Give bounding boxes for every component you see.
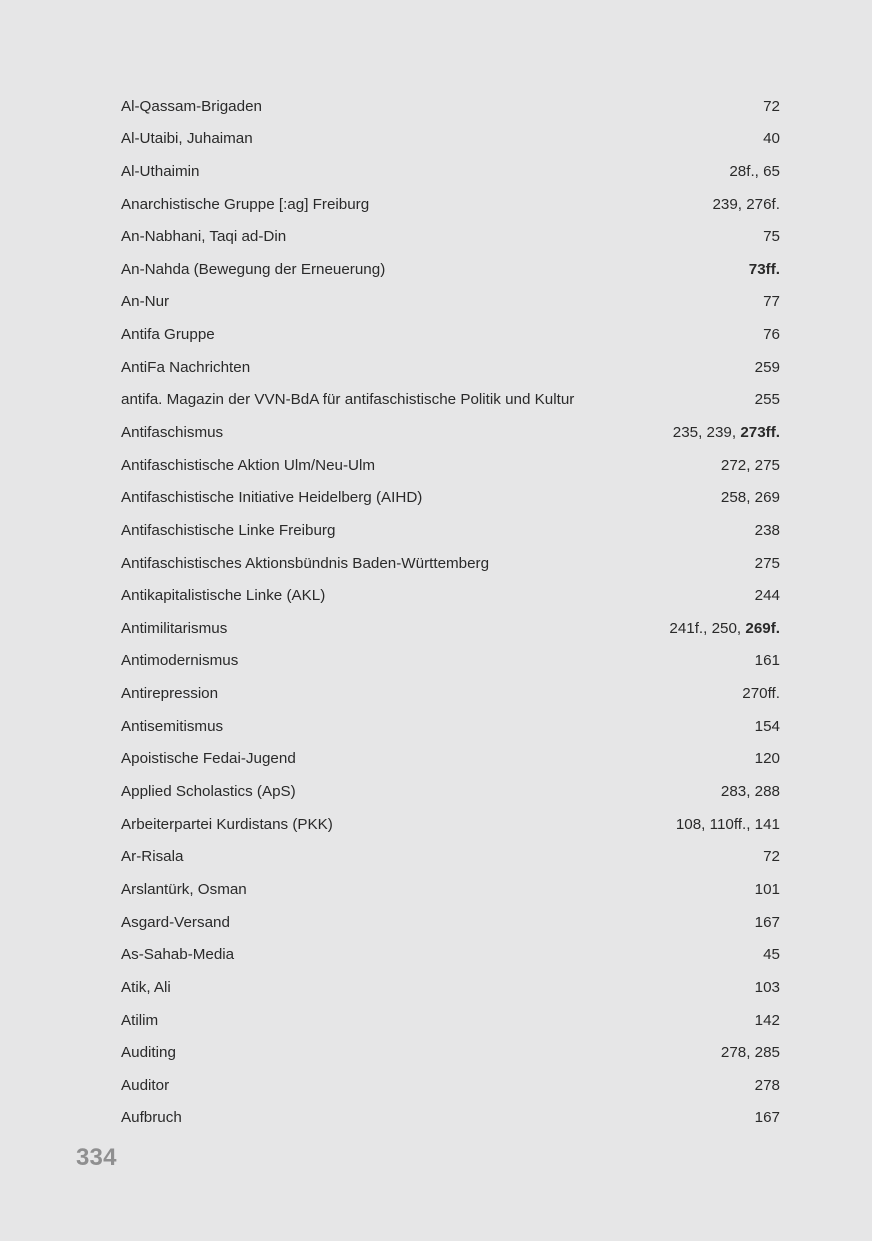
- page-reference: 76: [763, 326, 780, 344]
- page-reference: 120: [754, 750, 780, 768]
- index-entry-term: Al-Qassam-Brigaden: [121, 97, 262, 115]
- index-entry-term: Anarchistische Gruppe [:ag] Freiburg: [121, 195, 370, 213]
- index-entry: [121, 743, 780, 776]
- index-entry-pages: [709, 450, 780, 483]
- index-entry-term: Antifaschistische Linke Freiburg: [121, 521, 336, 539]
- index-entry-term: Apoistische Fedai-Jugend: [121, 750, 296, 768]
- index-entry-term: An-Nahda (Bewegung der Erneuerung): [121, 260, 386, 278]
- index-entry: [121, 580, 780, 613]
- index-entry: [121, 776, 780, 809]
- index-entry: [121, 972, 780, 1005]
- page-reference: 167: [754, 913, 780, 931]
- index-entry-pages: [709, 482, 780, 515]
- index-entry: [121, 221, 780, 254]
- page-reference: 154: [754, 717, 780, 735]
- index-entry-pages: [743, 907, 780, 940]
- index-entry: [121, 874, 780, 907]
- index-entry-pages: [700, 189, 780, 222]
- index-entry-term: Antifa Gruppe: [121, 326, 215, 344]
- index-entry: [121, 352, 780, 385]
- page-reference-main: 73ff.: [748, 260, 780, 278]
- index-entry: [121, 450, 780, 483]
- index-entry-pages: [751, 319, 780, 352]
- index-entry: [121, 678, 780, 711]
- page-reference: 241f., 250,: [669, 619, 746, 637]
- index-entry-pages: [661, 417, 780, 450]
- index-entry-pages: [743, 515, 780, 548]
- index-entry: [121, 384, 780, 417]
- index-entry-term: Asgard-Versand: [121, 913, 230, 931]
- page-reference: 270ff.: [742, 685, 780, 703]
- page-reference: 161: [754, 652, 780, 670]
- index-entry: [121, 319, 780, 352]
- index-entry: [121, 939, 780, 972]
- index-entry-pages: [751, 841, 780, 874]
- page-reference: 258, 269: [720, 489, 780, 507]
- index-entry: [121, 1005, 780, 1038]
- page-reference: 101: [754, 880, 780, 898]
- page-reference: 244: [754, 587, 780, 605]
- page-number: 334: [76, 1144, 117, 1171]
- page-reference: 45: [763, 946, 780, 964]
- page-reference: 77: [763, 293, 780, 311]
- index-entry-term: Arslantürk, Osman: [121, 880, 247, 898]
- page-reference-main: 273ff.: [740, 424, 780, 441]
- index-entry-term: antifa. Magazin der VVN-BdA für antifaschistische Politik und Kultur: [121, 391, 575, 409]
- index-entry: [121, 482, 780, 515]
- index-entry-term: An-Nur: [121, 293, 170, 311]
- index-entry-term: Antikapitalistische Linke (AKL): [121, 587, 326, 605]
- index-list: [121, 91, 780, 1136]
- index-entry-pages: [743, 743, 780, 776]
- index-entry-pages: [743, 874, 780, 907]
- index-entry: [121, 548, 780, 581]
- page-reference: 142: [754, 1011, 780, 1029]
- page-reference: 108, 110ff., 141: [675, 815, 780, 833]
- index-entry-term: Atik, Ali: [121, 978, 171, 996]
- page-reference: 278: [754, 1076, 780, 1094]
- index-entry-term: Antifaschismus: [121, 424, 224, 441]
- index-entry-pages: [743, 972, 780, 1005]
- page-reference-main: 269f.: [745, 619, 780, 637]
- index-entry: [121, 809, 780, 842]
- page-reference: 278, 285: [720, 1044, 780, 1062]
- index-entry-term: Antisemitismus: [121, 717, 224, 735]
- index-entry-term: Antirepression: [121, 685, 219, 703]
- index-entry-term: Antimodernismus: [121, 652, 239, 670]
- index-entry: [121, 1070, 780, 1103]
- page-reference: 235, 239,: [672, 424, 741, 441]
- index-entry-term: Atilim: [121, 1011, 159, 1029]
- index-entry-term: Aufbruch: [121, 1109, 182, 1127]
- index-entry-pages: [743, 711, 780, 744]
- page-reference: 40: [763, 130, 780, 148]
- page-reference: 103: [754, 978, 780, 996]
- index-entry-pages: [751, 939, 780, 972]
- index-entry-term: An-Nabhani, Taqi ad-Din: [121, 228, 287, 246]
- page-reference: 28f., 65: [729, 162, 780, 180]
- index-entry: [121, 1037, 780, 1070]
- index-entry: [121, 1102, 780, 1135]
- index-entry: [121, 189, 780, 222]
- index-entry-pages: [743, 1102, 780, 1135]
- index-entry: [121, 156, 780, 189]
- page-reference: 259: [754, 358, 780, 376]
- index-entry-pages: [743, 580, 780, 613]
- index-entry: [121, 417, 780, 450]
- index-entry: [121, 711, 780, 744]
- index-entry-pages: [743, 645, 780, 678]
- index-entry-term: Ar-Risala: [121, 848, 184, 866]
- page-reference: 72: [763, 97, 780, 115]
- index-entry-pages: [743, 384, 780, 417]
- index-entry-pages: [751, 221, 780, 254]
- index-entry: [121, 907, 780, 940]
- index-entry: [121, 645, 780, 678]
- index-entry-term: As-Sahab-Media: [121, 946, 235, 964]
- page-reference: 238: [754, 521, 780, 539]
- index-entry-pages: [743, 352, 780, 385]
- index-entry: [121, 841, 780, 874]
- index-entry-pages: [717, 156, 780, 189]
- index-entry-pages: [709, 776, 780, 809]
- index-entry: [121, 613, 780, 646]
- index-entry-term: Al-Utaibi, Juhaiman: [121, 130, 253, 148]
- index-entry-pages: [743, 1070, 780, 1103]
- index-entry-pages: [743, 1005, 780, 1038]
- index-entry: [121, 254, 780, 287]
- index-entry-pages: [751, 91, 780, 124]
- page-reference: 239, 276f.: [712, 195, 780, 213]
- index-entry-term: Antifaschistische Initiative Heidelberg (AIHD): [121, 489, 423, 507]
- index-entry-pages: [737, 254, 780, 287]
- index-entry-term: Auditor: [121, 1076, 170, 1094]
- page-reference: 167: [754, 1109, 780, 1127]
- page-reference: 255: [754, 391, 780, 409]
- index-entry: [121, 123, 780, 156]
- index-entry-pages: [743, 548, 780, 581]
- page-reference: 72: [763, 848, 780, 866]
- index-entry-pages: [709, 1037, 780, 1070]
- index-entry-pages: [751, 286, 780, 319]
- index-entry: [121, 515, 780, 548]
- index-entry: [121, 91, 780, 124]
- index-entry-pages: [751, 123, 780, 156]
- index-entry: [121, 286, 780, 319]
- index-entry-term: Applied Scholastics (ApS): [121, 783, 296, 801]
- index-entry-term: Antifaschistisches Aktionsbündnis Baden-Württemberg: [121, 554, 490, 572]
- index-entry-pages: [657, 613, 780, 646]
- index-entry-term: Antifaschistische Aktion Ulm/Neu-Ulm: [121, 456, 376, 474]
- page-reference: 75: [763, 228, 780, 246]
- index-entry-term: Auditing: [121, 1044, 176, 1062]
- index-entry-term: Arbeiterpartei Kurdistans (PKK): [121, 815, 333, 833]
- page-reference: 283, 288: [720, 783, 780, 801]
- index-entry-pages: [664, 809, 780, 842]
- index-entry-term: Antimilitarismus: [121, 619, 228, 637]
- index-entry-term: Al-Uthaimin: [121, 162, 200, 180]
- index-entry-pages: [730, 678, 780, 711]
- page-reference: 275: [754, 554, 780, 572]
- index-entry-term: AntiFa Nachrichten: [121, 358, 251, 376]
- page-reference: 272, 275: [720, 456, 780, 474]
